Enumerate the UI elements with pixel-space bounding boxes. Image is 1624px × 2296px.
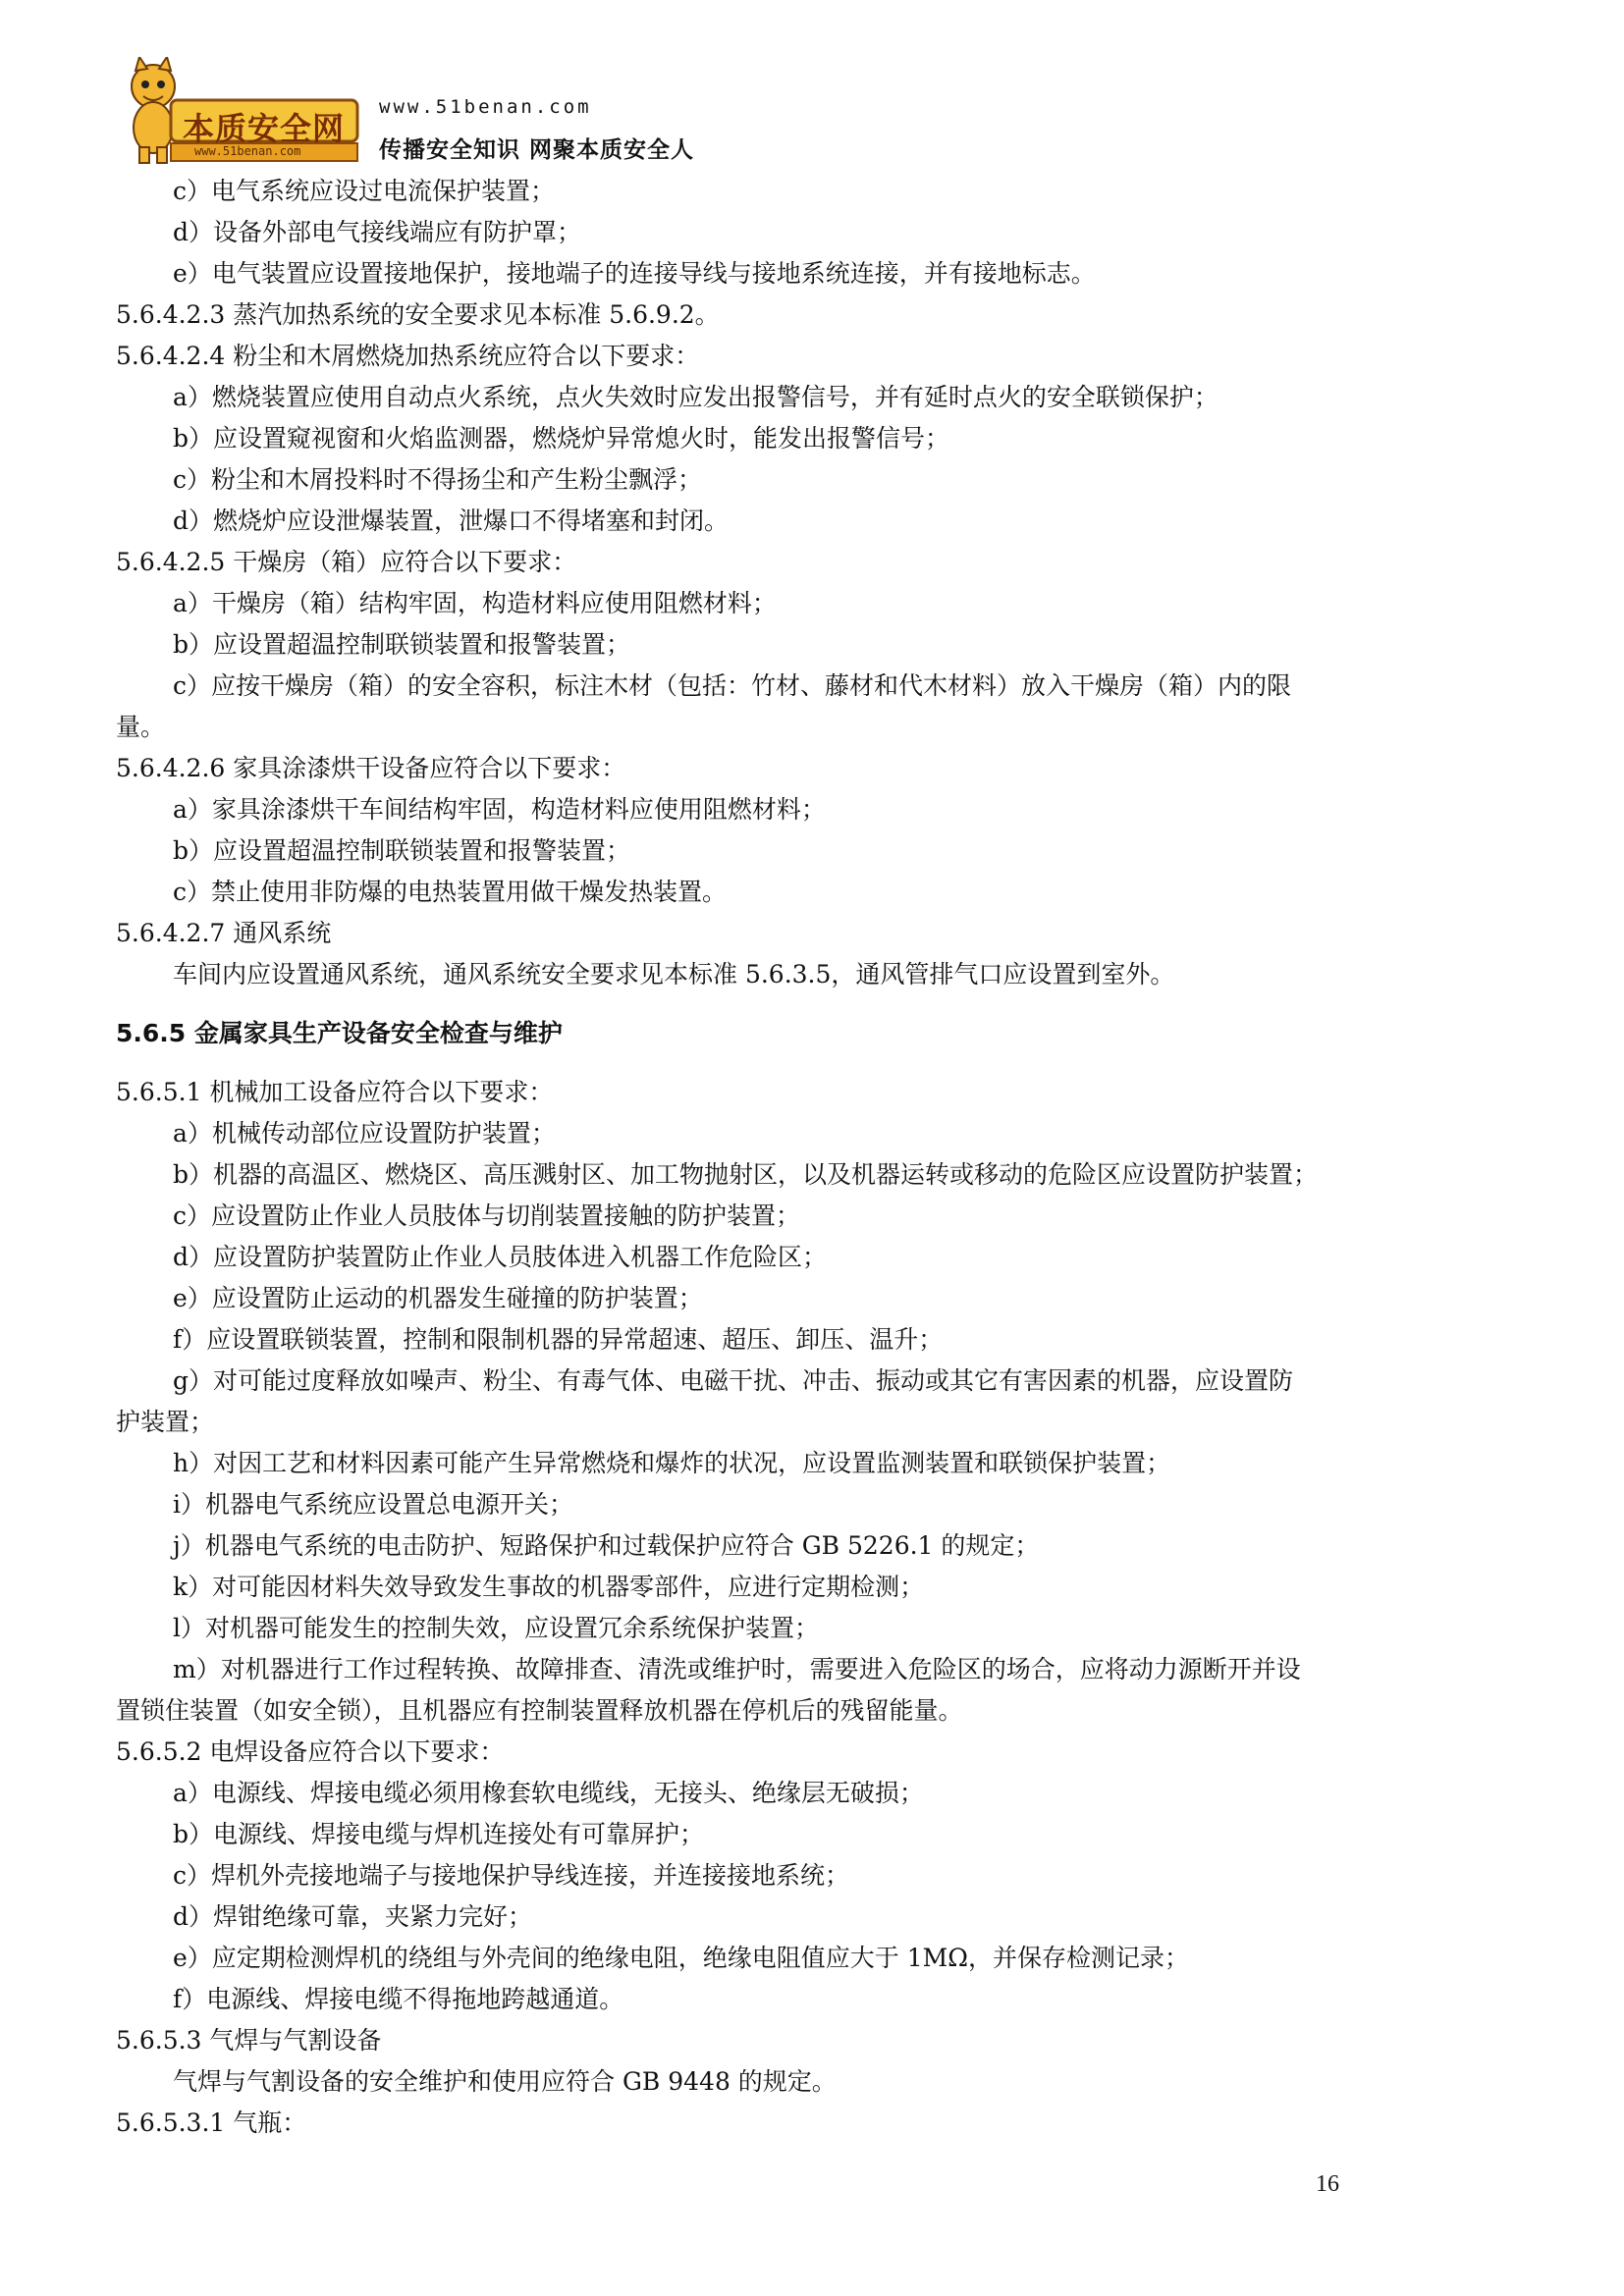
clause-item: e）应定期检测焊机的绕组与外壳间的绝缘电阻，绝缘电阻值应大于 1MΩ，并保存检测记录； — [173, 1944, 1189, 1972]
clause-item: f）电源线、焊接电缆不得拖地跨越通道。 — [173, 1985, 624, 2013]
clause-title: 5.6.4.2.5 干燥房（箱）应符合以下要求： — [116, 548, 577, 576]
clause-title: 5.6.5.1 机械加工设备应符合以下要求： — [116, 1078, 554, 1106]
continuation-line: 护装置； — [116, 1408, 215, 1436]
clause-title: 5.6.5.2 电焊设备应符合以下要求： — [116, 1737, 505, 1766]
clause-item: c）粉尘和木屑投料时不得扬尘和产生粉尘飘浮； — [173, 465, 703, 494]
clause-item: c）禁止使用非防爆的电热装置用做干燥发热装置。 — [173, 878, 728, 906]
clause-item: m）对机器进行工作过程转换、故障排查、清洗或维护时，需要进入危险区的场合，应将动力源断开并设 — [173, 1655, 1301, 1683]
continuation-line: 置锁住装置（如安全锁），且机器应有控制装置释放机器在停机后的残留能量。 — [116, 1696, 963, 1725]
clause-item: a）干燥房（箱）结构牢固，构造材料应使用阻燃材料； — [173, 589, 777, 617]
clause-item: d）燃烧炉应设泄爆装置，泄爆口不得堵塞和封闭。 — [173, 507, 730, 535]
clause-item: e）应设置防止运动的机器发生碰撞的防护装置； — [173, 1284, 703, 1312]
clause-item: b）应设置超温控制联锁装置和报警装置； — [173, 836, 631, 865]
clause-title: 5.6.4.2.7 通风系统 — [116, 919, 332, 947]
continuation-line: 量。 — [116, 713, 166, 741]
clause-item: e）电气装置应设置接地保护，接地端子的连接导线与接地系统连接，并有接地标志。 — [173, 259, 1096, 288]
clause-item: b）应设置超温控制联锁装置和报警装置； — [173, 630, 631, 659]
clause-item: a）机械传动部位应设置防护装置； — [173, 1119, 556, 1148]
site-url: www.51benan.com — [379, 96, 592, 118]
clause-item: 气焊与气割设备的安全维护和使用应符合 GB 9448 的规定。 — [173, 2067, 837, 2096]
clause-item: f）应设置联锁装置，控制和限制机器的异常超速、超压、卸压、温升； — [173, 1325, 944, 1354]
logo-text: 本质安全网 — [183, 110, 346, 147]
clause-item: c）电气系统应设过电流保护装置； — [173, 177, 556, 205]
section-heading: 5.6.5 金属家具生产设备安全检查与维护 — [116, 1019, 563, 1047]
clause-item: 车间内应设置通风系统，通风系统安全要求见本标准 5.6.3.5，通风管排气口应设置到室外。 — [173, 960, 1175, 988]
clause-item: d）应设置防护装置防止作业人员肢体进入机器工作危险区； — [173, 1243, 828, 1271]
clause-item: l）对机器可能发生的控制失效，应设置冗余系统保护装置； — [173, 1614, 819, 1642]
site-slogan: 传播安全知识 网聚本质安全人 — [379, 137, 695, 163]
clause-item: j）机器电气系统的电击防护、短路保护和过载保护应符合 GB 5226.1 的规定； — [173, 1531, 1040, 1560]
page-header — [116, 57, 803, 167]
page-number: 16 — [1316, 2171, 1339, 2197]
clause-item: i）机器电气系统应设置总电源开关； — [173, 1490, 573, 1519]
clause-item: c）焊机外壳接地端子与接地保护导线连接，并连接接地系统； — [173, 1861, 850, 1890]
clause-title: 5.6.5.3 气焊与气割设备 — [116, 2026, 382, 2055]
clause-item: a）电源线、焊接电缆必须用橡套软电缆线，无接头、绝缘层无破损； — [173, 1779, 924, 1807]
clause-item: d）焊钳绝缘可靠，夹紧力完好； — [173, 1902, 533, 1931]
clause-item: a）家具涂漆烘干车间结构牢固，构造材料应使用阻燃材料； — [173, 795, 826, 824]
clause-item: c）应设置防止作业人员肢体与切削装置接触的防护装置； — [173, 1201, 801, 1230]
clause-item: d）设备外部电气接线端应有防护罩； — [173, 218, 582, 246]
clause-item: b）应设置窥视窗和火焰监测器，燃烧炉异常熄火时，能发出报警信号； — [173, 424, 950, 453]
logo-small-url: www.51benan.com — [194, 144, 301, 158]
clause-item: b）电源线、焊接电缆与焊机连接处有可靠屏护； — [173, 1820, 705, 1848]
clause-item: h）对因工艺和材料因素可能产生异常燃烧和爆炸的状况，应设置监测装置和联锁保护装置； — [173, 1449, 1171, 1477]
clause-item: k）对可能因材料失效导致发生事故的机器零部件，应进行定期检测； — [173, 1573, 925, 1601]
clause-item: c）应按干燥房（箱）的安全容积，标注木材（包括：竹材、藤材和代木材料）放入干燥房（箱）内的限 — [173, 671, 1292, 700]
clause-item: b）机器的高温区、燃烧区、高压溅射区、加工物抛射区，以及机器运转或移动的危险区应设置防护装置； — [173, 1160, 1319, 1189]
clause-item: a）燃烧装置应使用自动点火系统，点火失效时应发出报警信号，并有延时点火的安全联锁保护； — [173, 383, 1218, 411]
clause-title: 5.6.4.2.6 家具涂漆烘干设备应符合以下要求： — [116, 754, 626, 782]
clause-title: 5.6.5.3.1 气瓶： — [116, 2109, 307, 2137]
clause-title: 5.6.4.2.3 蒸汽加热系统的安全要求见本标准 5.6.9.2。 — [116, 300, 720, 329]
clause-item: g）对可能过度释放如噪声、粉尘、有毒气体、电磁干扰、冲击、振动或其它有害因素的机器，应设置防 — [173, 1366, 1294, 1395]
clause-title: 5.6.4.2.4 粉尘和木屑燃烧加热系统应符合以下要求： — [116, 342, 700, 370]
document-body — [116, 171, 1451, 2144]
